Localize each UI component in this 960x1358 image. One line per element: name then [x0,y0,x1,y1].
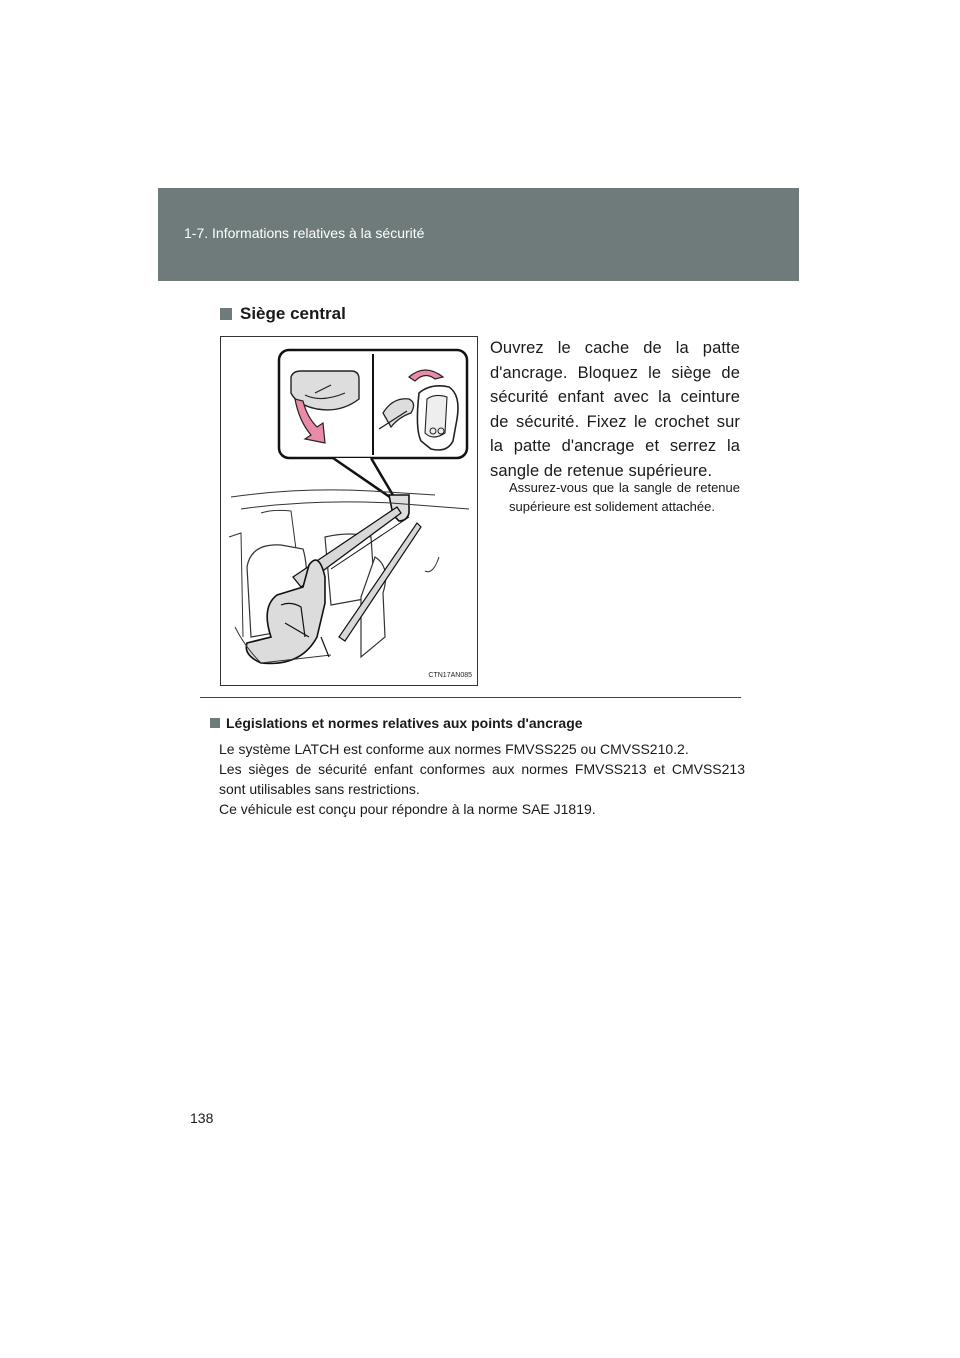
standards-note-body [210,739,745,819]
standards-paragraph: Les sièges de sécurité enfant conformes aux normes FMVSS213 et CMVSS213 sont utilisables sans restrictions. [219,761,745,797]
figure-code: CTN17AN085 [428,672,472,679]
standards-paragraph: Le système LATCH est conforme aux normes FMVSS225 ou CMVSS210.2. [219,741,689,757]
standards-note-title: Législations et normes relatives aux points d'ancrage [226,715,583,731]
section-title: 1-7. Informations relatives à la sécurité [184,225,425,241]
bullet-square-icon [210,718,220,728]
section-header [158,188,799,281]
instruction-note: Assurez-vous que la sangle de retenue supérieure est solidement attachée. [509,480,740,514]
page-number: 138 [190,1110,214,1126]
instruction-text: Ouvrez le cache de la patte d'ancrage. Bloquez le siège de sécurité enfant avec la ceinture de sécurité. Fixez le crochet sur la patte d'ancrage et serrez la sangle de retenue supérieure. [490,339,740,480]
divider [200,697,741,698]
standards-note [210,715,745,819]
standards-note-heading [210,715,745,731]
standards-paragraph: Ce véhicule est conçu pour répondre à la norme SAE J1819. [219,801,596,817]
subsection-heading [220,304,346,324]
bullet-square-icon [220,308,232,320]
child-seat-drawing [221,337,477,685]
illustration-child-seat-tether [220,336,478,686]
subsection-title: Siège central [240,304,346,323]
